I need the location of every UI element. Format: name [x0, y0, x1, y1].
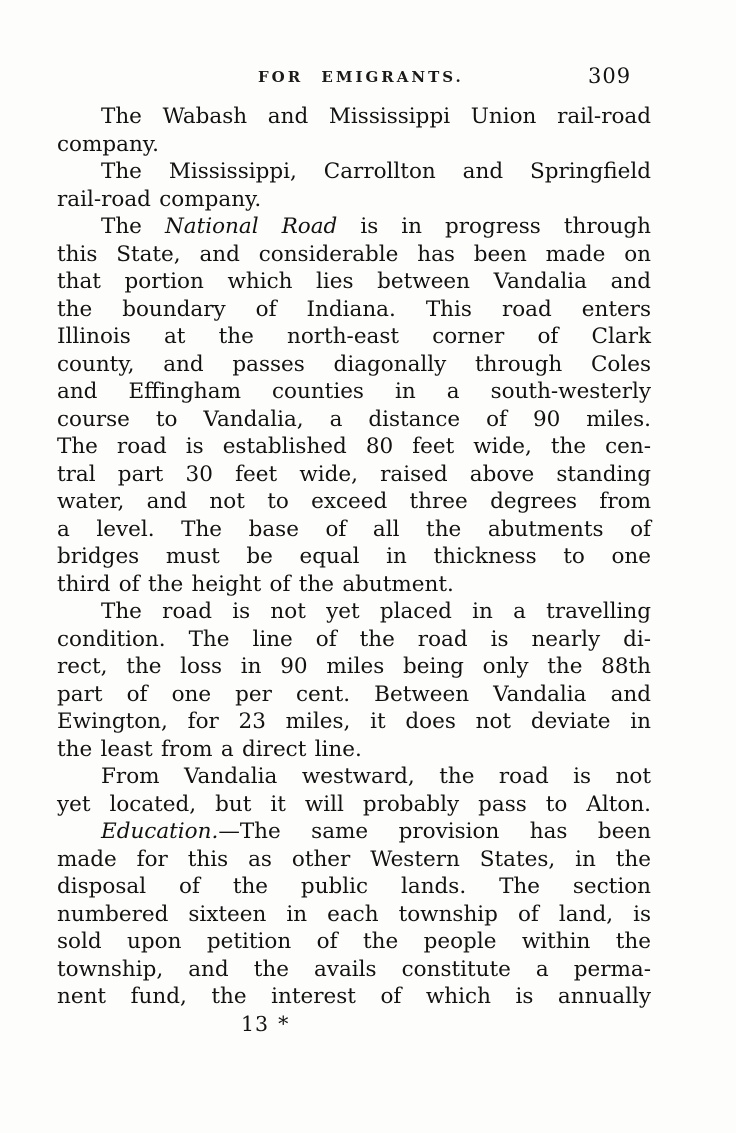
- italic-text: National Road: [164, 214, 338, 239]
- text-line: Illinois at the north-east corner of Clark: [57, 324, 651, 349]
- italic-text: Education.: [101, 819, 219, 844]
- page-number: 309: [588, 64, 632, 88]
- text-line: [57, 213, 651, 241]
- text-line: rail-road company.: [57, 186, 262, 212]
- text-line: part of one per cent. Between Vandalia and: [57, 681, 651, 707]
- text-line: a level. The base of all the abutments of: [57, 516, 651, 542]
- text-line: this State, and considerable has been made on: [57, 241, 651, 267]
- text-segment: The: [101, 214, 165, 239]
- text-line: the least from a direct line.: [57, 736, 362, 762]
- text-line: From Vandalia westward, the road is not: [101, 764, 651, 789]
- text-line: disposal of the public lands. The section: [57, 874, 651, 899]
- text-line: Ewington, for 23 miles, it does not deviate in: [57, 709, 651, 734]
- text-line: third of the height of the abutment.: [57, 571, 454, 597]
- text-line: and Effingham counties in a south-westerly: [57, 379, 651, 404]
- running-header: FOR EMIGRANTS.: [258, 68, 464, 86]
- text-line: the boundary of Indiana. This road enters: [57, 296, 651, 322]
- text-line: made for this as other Western States, in the: [57, 846, 651, 872]
- text-line: that portion which lies between Vandalia and: [57, 269, 651, 294]
- page-text: [57, 103, 651, 1038]
- text-line: water, and not to exceed three degrees from: [57, 489, 651, 514]
- text-line: The road is established 80 feet wide, the cen-: [57, 434, 651, 459]
- text-line: nent fund, the interest of which is annually: [57, 984, 651, 1009]
- text-line: condition. The line of the road is nearly di-: [57, 626, 651, 652]
- text-line: bridges must be equal in thickness to one: [57, 544, 651, 569]
- text-line: tral part 30 feet wide, raised above standing: [57, 461, 651, 487]
- text-line: [57, 818, 651, 846]
- text-line: The Mississippi, Carrollton and Springfield: [101, 159, 651, 184]
- text-line: numbered sixteen in each township of land, is: [57, 901, 651, 927]
- signature-mark: 13 *: [241, 1011, 290, 1036]
- text-line: township, and the avails constitute a perma-: [57, 956, 651, 982]
- text-segment: is in progress through: [337, 214, 652, 239]
- text-line: course to Vandalia, a distance of 90 miles.: [57, 406, 651, 432]
- text-line: yet located, but it will probably pass to Alton.: [57, 791, 651, 817]
- text-line: rect, the loss in 90 miles being only the 88th: [57, 654, 651, 679]
- text-line: The Wabash and Mississippi Union rail-road: [101, 104, 651, 129]
- text-line: The road is not yet placed in a travelling: [101, 599, 651, 624]
- text-line: county, and passes diagonally through Coles: [57, 351, 651, 377]
- text-line: company.: [57, 131, 159, 157]
- text-line: sold upon petition of the people within the: [57, 929, 651, 954]
- text-segment: —The same provision has been: [218, 819, 651, 844]
